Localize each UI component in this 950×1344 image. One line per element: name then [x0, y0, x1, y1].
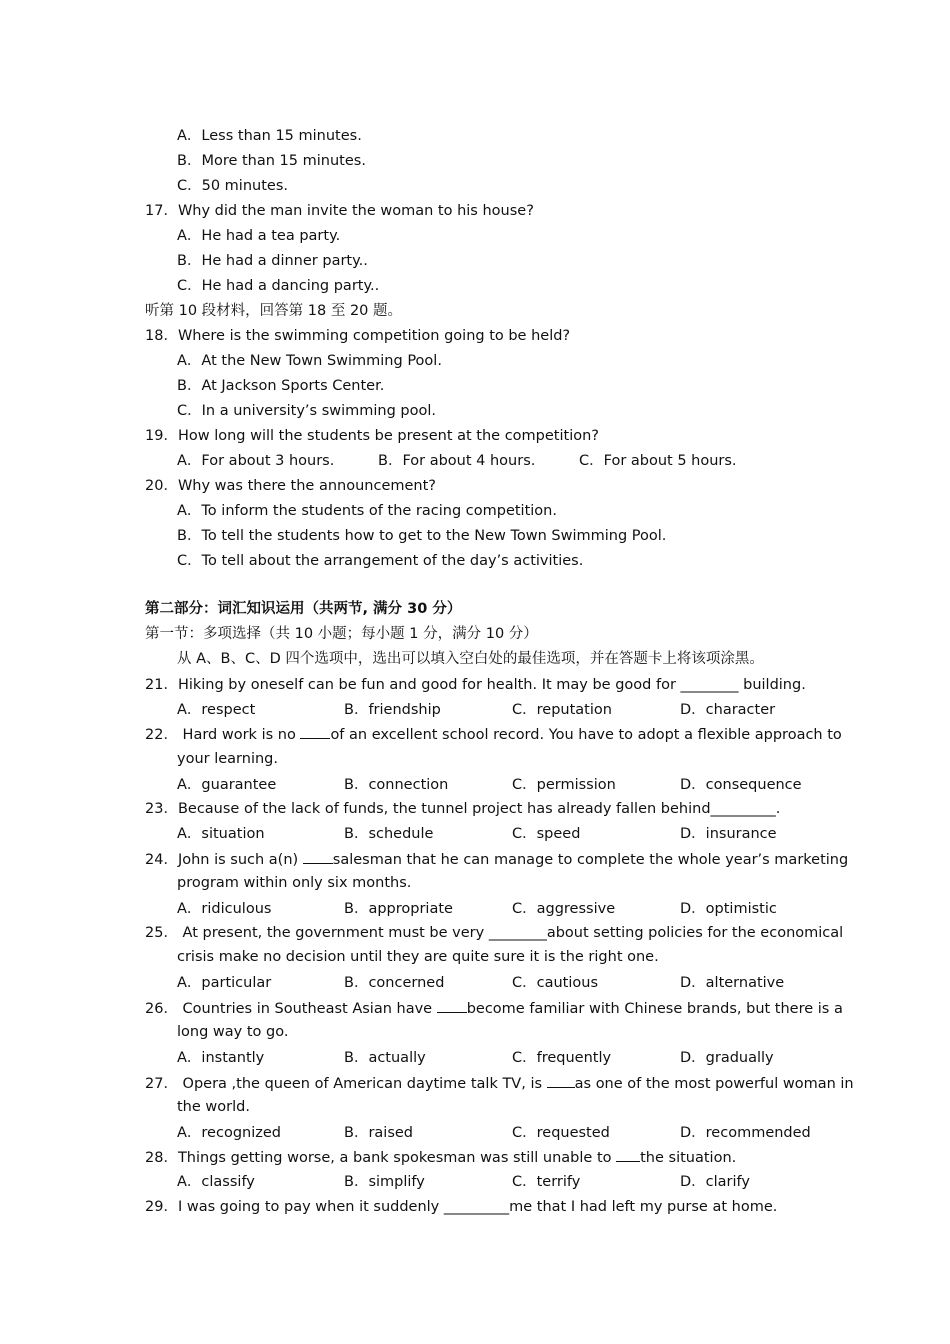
q26-stem-pre: 26． Countries in Southeast Asian have: [145, 1001, 437, 1017]
q26-option-d: D．gradually: [680, 1050, 774, 1066]
q22-option-a: A．guarantee: [177, 777, 277, 793]
q28-option-d: D．clarify: [680, 1174, 750, 1190]
q23-stem: 23．Because of the lack of funds, the tunnel project has already fallen behind_________.: [145, 801, 781, 817]
q25-stem-line2: crisis make no decision until they are quite sure it is the right one.: [177, 949, 659, 965]
q28-stem-pre: 28．Things getting worse, a bank spokesman was still unable to: [145, 1150, 617, 1166]
q27-option-d: D．recommended: [680, 1125, 811, 1141]
q24-stem: [145, 849, 848, 870]
q21-option-a: A．respect: [177, 702, 256, 718]
q25-option-d: D．alternative: [680, 975, 785, 991]
q26-option-a: A．instantly: [177, 1050, 265, 1066]
q17-option-b: B．He had a dinner party..: [177, 253, 368, 269]
q27-stem-pre: 27． Opera ,the queen of American daytime talk TV, is: [145, 1076, 547, 1092]
q21-option-b: B．friendship: [344, 702, 441, 718]
q26-stem: [145, 998, 843, 1019]
q28-blank: [616, 1147, 640, 1162]
q18-option-a: A．At the New Town Swimming Pool.: [177, 353, 442, 369]
q27-option-b: B．raised: [344, 1125, 414, 1141]
q26-stem-line2: long way to go.: [177, 1024, 289, 1040]
q21-option-d: D．character: [680, 702, 776, 718]
q28-stem: [145, 1147, 736, 1168]
q19-option-a: A．For about 3 hours.: [177, 453, 335, 469]
q26-option-c: C．frequently: [512, 1050, 612, 1066]
q24-option-b: B．appropriate: [344, 901, 453, 917]
q22-stem-line2: your learning.: [177, 751, 278, 767]
q18-option-b: B．At Jackson Sports Center.: [177, 378, 385, 394]
q20-option-b: B．To tell the students how to get to the New Town Swimming Pool.: [177, 528, 667, 544]
q27-option-c: C．requested: [512, 1125, 610, 1141]
q22-stem: [145, 724, 842, 745]
q22-option-b: B．connection: [344, 777, 449, 793]
q19-option-b: B．For about 4 hours.: [378, 453, 536, 469]
q28-option-c: C．terrify: [512, 1174, 581, 1190]
q22-stem-post: of an excellent school record. You have to adopt a flexible approach to: [330, 727, 842, 743]
q27-stem: [145, 1073, 854, 1094]
q22-option-d: D．consequence: [680, 777, 802, 793]
q24-stem-post: salesman that he can manage to complete the whole year’s marketing: [332, 852, 849, 868]
q19-stem: 19．How long will the students be present at the competition?: [145, 428, 599, 444]
q20-stem: 20．Why was there the announcement?: [145, 478, 436, 494]
q24-option-c: C．aggressive: [512, 901, 616, 917]
q16-option-c: C．50 minutes.: [177, 178, 288, 194]
q27-blank: [547, 1073, 575, 1088]
q24-blank: [303, 849, 333, 864]
q16-option-b: B．More than 15 minutes.: [177, 153, 366, 169]
q21-stem: 21．Hiking by oneself can be fun and good for health. It may be good for ________ building.: [145, 677, 806, 693]
q20-option-c: C．To tell about the arrangement of the day’s activities.: [177, 553, 584, 569]
q22-blank: [300, 724, 330, 739]
q19-option-c: C．For about 5 hours.: [579, 453, 737, 469]
q26-stem-post: become familiar with Chinese brands, but there is a: [466, 1001, 843, 1017]
q24-option-a: A．ridiculous: [177, 901, 272, 917]
part2-subtitle: 第一节：多项选择（共 10 小题；每小题 1 分，满分 10 分）: [145, 626, 538, 642]
q20-option-a: A．To inform the students of the racing competition.: [177, 503, 557, 519]
q21-option-c: C．reputation: [512, 702, 612, 718]
q25-option-b: B．concerned: [344, 975, 445, 991]
q22-stem-pre: 22． Hard work is no: [145, 727, 301, 743]
q17-option-c: C．He had a dancing party..: [177, 278, 380, 294]
q18-stem: 18．Where is the swimming competition going to be held?: [145, 328, 571, 344]
q29-stem: 29．I was going to pay when it suddenly _________me that I had left my purse at home.: [145, 1199, 778, 1215]
q27-option-a: A．recognized: [177, 1125, 281, 1141]
q24-option-d: D．optimistic: [680, 901, 777, 917]
q26-option-b: B．actually: [344, 1050, 426, 1066]
q22-option-c: C．permission: [512, 777, 616, 793]
q17-stem: 17．Why did the man invite the woman to his house?: [145, 203, 534, 219]
q24-stem-line2: program within only six months.: [177, 875, 412, 891]
q24-stem-pre: 24．John is such a(n): [145, 852, 303, 868]
q25-stem: 25． At present, the government must be very ________about setting policies for the economical: [145, 925, 844, 941]
q28-stem-post: the situation.: [640, 1150, 737, 1166]
q23-option-a: A．situation: [177, 826, 265, 842]
q28-option-b: B．simplify: [344, 1174, 425, 1190]
q18-option-c: C．In a university’s swimming pool.: [177, 403, 436, 419]
q27-stem-line2: the world.: [177, 1099, 250, 1115]
q17-option-a: A．He had a tea party.: [177, 228, 341, 244]
part2-title: 第二部分：词汇知识运用（共两节, 满分 30 分）: [145, 601, 462, 617]
section10-instruction: 听第 10 段材料，回答第 18 至 20 题。: [145, 303, 403, 319]
part2-instruction: 从 A、B、C、D 四个选项中，选出可以填入空白处的最佳选项，并在答题卡上将该项涂黑。: [177, 651, 764, 667]
q16-option-a: A．Less than 15 minutes.: [177, 128, 362, 144]
q23-option-c: C．speed: [512, 826, 581, 842]
q27-stem-post: as one of the most powerful woman in: [574, 1076, 854, 1092]
q26-blank: [437, 998, 467, 1013]
q23-option-d: D．insurance: [680, 826, 777, 842]
q23-option-b: B．schedule: [344, 826, 434, 842]
q25-option-c: C．cautious: [512, 975, 599, 991]
q25-option-a: A．particular: [177, 975, 272, 991]
q28-option-a: A．classify: [177, 1174, 255, 1190]
